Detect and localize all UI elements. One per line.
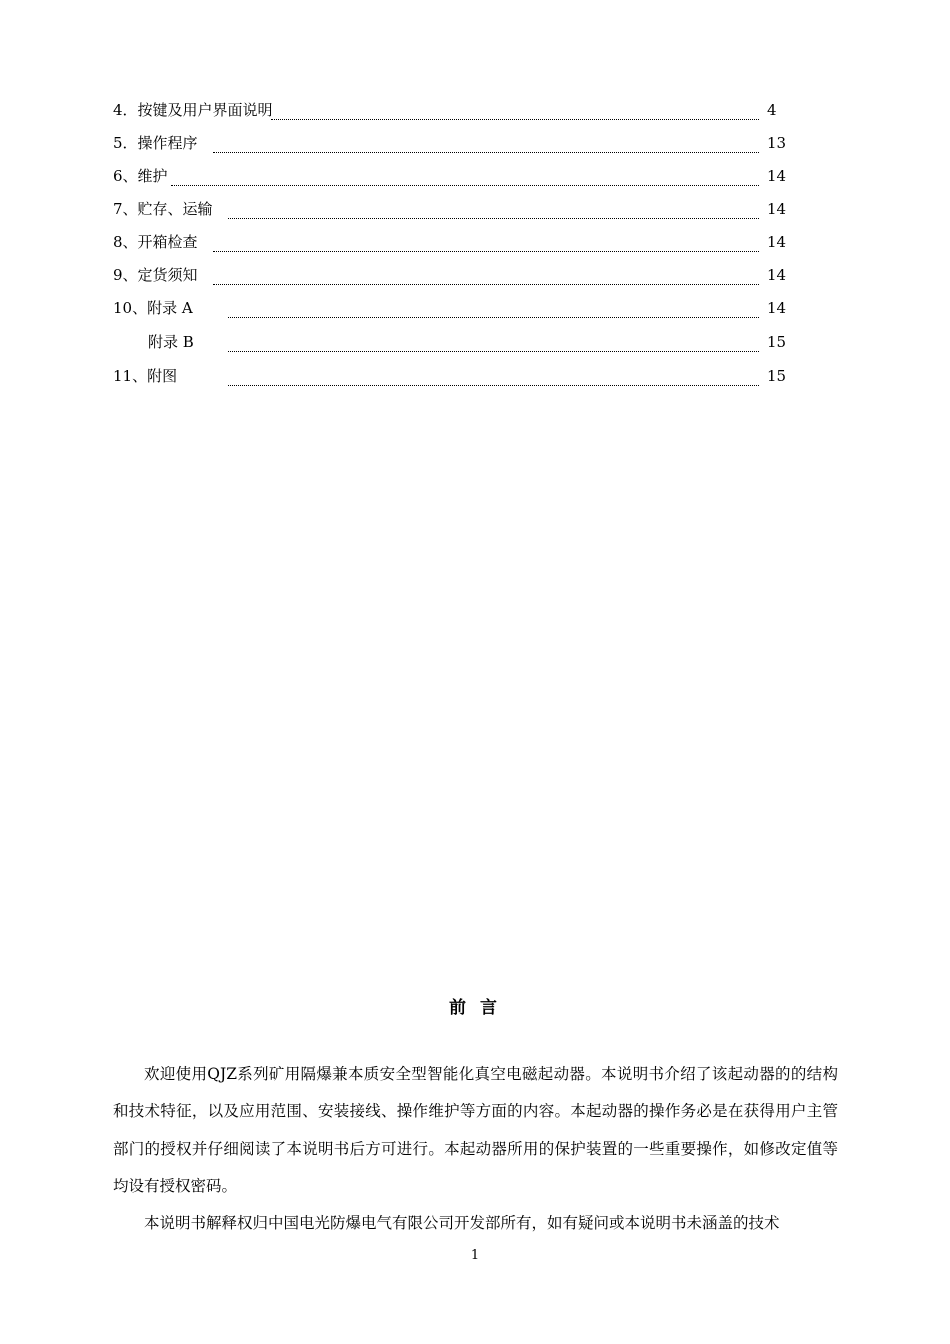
toc-entry[interactable] [0, 298, 950, 318]
toc-leader [228, 218, 759, 219]
toc-page: 14 [767, 266, 787, 284]
toc-label: 11、附图 [113, 367, 178, 385]
toc-page: 4 [767, 101, 777, 119]
toc-entry[interactable] [0, 366, 950, 386]
toc-page: 14 [767, 200, 787, 218]
toc-page: 14 [767, 233, 787, 251]
preface-paragraph: 本说明书解释权归中国电光防爆电气有限公司开发部所有，如有疑问或本说明书未涵盖的技术 [144, 1214, 780, 1232]
preface-title: 前 言 [449, 998, 501, 1018]
toc-page: 15 [767, 367, 787, 385]
toc-leader [213, 284, 759, 285]
toc-entry[interactable] [0, 199, 950, 219]
toc-label: 7、贮存、运输 [113, 200, 213, 218]
toc-leader [171, 185, 759, 186]
preface-paragraph: 欢迎使用QJZ系列矿用隔爆兼本质安全型智能化真空电磁起动器。本说明书介绍了该起动器的的结构和技术特征，以及应用范围、安装接线、操作维护等方面的内容。本起动器的操作务必是在获得用户主管部门的授权并仔细阅读了本说明书后方可进行。本起动器所用的保护装置的一些重要操作，如修改定值等均设有授权密码。 [113, 1065, 838, 1195]
toc-page: 14 [767, 299, 787, 317]
toc-leader [228, 351, 759, 352]
toc-page: 13 [767, 134, 787, 152]
toc-entry[interactable] [0, 166, 950, 186]
toc-label: 6、维护 [113, 167, 168, 185]
toc-leader [271, 119, 759, 120]
toc-page: 15 [767, 333, 787, 351]
toc-entry[interactable] [0, 133, 950, 153]
toc-label: 4．按键及用户界面说明 [113, 101, 273, 119]
toc-label: 附录 B [148, 333, 194, 351]
toc-entry[interactable] [0, 265, 950, 285]
toc-label: 9、定货须知 [113, 266, 198, 284]
toc-entry[interactable] [0, 332, 950, 352]
page-number: 1 [470, 1248, 480, 1263]
toc-leader [213, 251, 759, 252]
toc-page: 14 [767, 167, 787, 185]
toc-leader [228, 385, 759, 386]
toc-leader [213, 152, 759, 153]
toc-label: 5．操作程序 [113, 134, 198, 152]
toc-leader [228, 317, 759, 318]
toc-entry[interactable] [0, 232, 950, 252]
toc-entry[interactable] [0, 100, 950, 120]
toc-label: 8、开箱检查 [113, 233, 198, 251]
toc-label: 10、附录 A [113, 299, 193, 317]
